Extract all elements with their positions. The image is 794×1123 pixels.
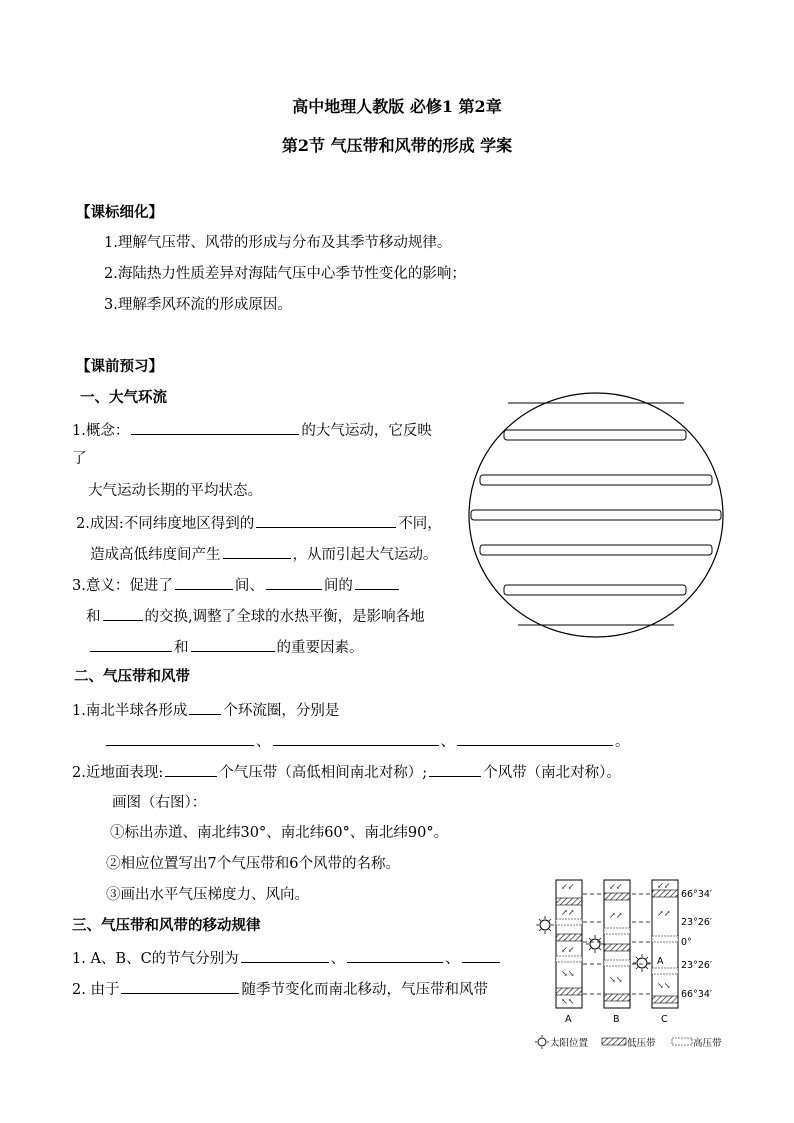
- p1-q3-blank-4[interactable]: [103, 605, 143, 621]
- p1-q3-text-1: 间、: [234, 578, 264, 594]
- p1-q1-text: 的大气运动，它反映: [301, 423, 432, 439]
- p2-q2-blank-2[interactable]: [429, 761, 481, 777]
- belt-box-5[interactable]: [504, 585, 686, 595]
- p1-q3-line3: [88, 636, 364, 658]
- p1-q2-line1: [76, 512, 442, 534]
- legend-sun-icon: [535, 1035, 549, 1049]
- p3-q2-line: [72, 978, 488, 1000]
- p3-q1-sep: 、: [330, 951, 346, 967]
- svg-text:↘↘: ↘↘: [657, 981, 671, 990]
- legend: [535, 1035, 722, 1049]
- column-label-a: A: [565, 1014, 572, 1025]
- p1-q3-text-2: 间的: [323, 578, 353, 594]
- p1-q3-blank-2[interactable]: [266, 574, 322, 590]
- p1-q1-label: 1.概念：: [72, 423, 130, 439]
- lat-label-66s: 66°34′: [681, 989, 713, 1000]
- part3-heading: 三、气压带和风带的移动规律: [72, 917, 261, 934]
- p3-q1-line: [72, 947, 502, 969]
- preview-heading: 【课前预习】: [76, 358, 163, 375]
- p2-q2-label: 2.近地面表现:: [72, 765, 164, 781]
- p2-q2-blank-1[interactable]: [165, 761, 217, 777]
- p1-q3-blank-3[interactable]: [355, 574, 399, 590]
- legend-low-label: 低压带: [627, 1038, 656, 1049]
- p1-q2-text-2: 造成高低纬度间产生: [90, 547, 221, 563]
- p1-q3-label: 3.意义：促进了: [72, 578, 173, 594]
- column-label-b: B: [613, 1014, 620, 1025]
- lat-label-equator: 0°: [681, 937, 692, 948]
- p2-q1-sep-1: 、: [256, 734, 271, 750]
- curriculum-item-3: 3.理解季风环流的形成原因。: [104, 297, 292, 313]
- belt-box-2[interactable]: [480, 475, 712, 485]
- sun-icon-b: [586, 935, 604, 953]
- p1-q3-text-3: 和: [86, 609, 101, 625]
- p2-q1-blank-cell-3[interactable]: [457, 730, 613, 746]
- draw-step-3: ③画出水平气压梯度力、风向。: [106, 887, 309, 903]
- p1-q1-line3: 大气运动长期的平均状态。: [88, 483, 262, 499]
- p1-q3-text-6: 的重要因素。: [276, 640, 364, 656]
- svg-text:↘↘: ↘↘: [609, 975, 623, 984]
- p3-q1-blank-1[interactable]: [241, 947, 329, 963]
- lat-label-23n: 23°26′: [681, 917, 713, 928]
- p1-q2-blank-1[interactable]: [256, 512, 396, 528]
- curriculum-item-1: 1.理解气压带、风带的形成与分布及其季节移动规律。: [104, 235, 452, 251]
- column-b: [604, 880, 630, 1008]
- p1-q3-text-4: 的交换,调整了全球的水热平衡，是影响各地: [144, 609, 425, 625]
- document-title: 高中地理人教版 必修1 第2章: [292, 97, 502, 116]
- part2-heading: 二、气压带和风带: [74, 668, 190, 685]
- p2-q1-blank-count[interactable]: [189, 699, 221, 715]
- part1-heading: 一、大气环流: [80, 389, 167, 406]
- p3-q2-label: 2. 由于: [72, 982, 120, 998]
- p1-q3-line2: [86, 605, 425, 627]
- p2-q1-sep-2: 、: [440, 734, 455, 750]
- p2-q1-blank-cell-1[interactable]: [106, 730, 254, 746]
- lat-label-23s: 23°26′: [681, 960, 713, 971]
- p1-q3-blank-1[interactable]: [175, 574, 233, 590]
- p2-q1-line2: [104, 730, 630, 752]
- p1-q2-text-1: 不同，: [398, 516, 442, 532]
- p1-q3-line1: [72, 574, 401, 596]
- p2-q1-label: 1.南北半球各形成: [72, 703, 188, 719]
- svg-text:↙↙: ↙↙: [657, 881, 671, 890]
- column-c: [652, 880, 678, 1008]
- curriculum-heading: 【课标细化】: [76, 204, 163, 221]
- svg-text:↘↘: ↘↘: [561, 969, 575, 978]
- column-label-c: C: [661, 1014, 668, 1025]
- legend-sun-label: 太阳位置: [550, 1038, 589, 1049]
- p2-q2-text-2: 个风带（南北对称）。: [483, 765, 621, 781]
- section-title: 第2节 气压带和风带的形成 学案: [281, 136, 513, 155]
- p3-q2-text: 随季节变化而南北移动，气压带和风带: [241, 982, 488, 998]
- p2-q1-line1: [72, 699, 339, 721]
- globe-circulation-diagram[interactable]: [468, 392, 724, 638]
- p3-q1-label: 1. A、B、C的节气分别为: [72, 951, 239, 967]
- p1-q2-text-3: ，从而引起大气运动。: [292, 547, 438, 563]
- p1-q3-blank-6[interactable]: [191, 636, 275, 652]
- svg-text:↙↙: ↙↙: [561, 882, 575, 891]
- p2-q1-end: 。: [615, 734, 630, 750]
- p2-q2-text-1: 个气压带（高低相间南北对称）;: [219, 765, 428, 781]
- svg-text:↙↙: ↙↙: [609, 882, 623, 891]
- p2-q1-text: 个环流圈，分别是: [223, 703, 340, 719]
- svg-text:↗↗: ↗↗: [609, 911, 623, 920]
- curriculum-item-2: 2.海陆热力性质差异对海陆气压中心季节性变化的影响；: [104, 266, 466, 282]
- svg-text:↖↖: ↖↖: [561, 997, 575, 1006]
- p1-q2-blank-2[interactable]: [223, 543, 291, 559]
- column-a: [556, 880, 582, 1008]
- sun-marker-label: A: [657, 956, 664, 967]
- p3-q1-end: 、: [445, 951, 460, 967]
- p3-q1-blank-3[interactable]: [462, 947, 500, 963]
- p1-q2-line2: [90, 543, 438, 565]
- legend-high-swatch: [672, 1038, 692, 1045]
- p1-q3-text-5: 和: [174, 640, 189, 656]
- sun-icon-a: [536, 916, 554, 934]
- draw-instruction: 画图（右图）：: [112, 795, 207, 811]
- p2-q1-blank-cell-2[interactable]: [273, 730, 439, 746]
- p1-q2-label: 2.成因:不同纬度地区得到的: [76, 516, 255, 532]
- p3-q1-blank-2[interactable]: [347, 947, 443, 963]
- svg-text:↙↙: ↙↙: [561, 945, 575, 954]
- sun-icon-c: [633, 954, 651, 972]
- lat-label-66n: 66°34′: [681, 889, 713, 900]
- legend-high-label: 高压带: [693, 1038, 722, 1049]
- belt-box-4[interactable]: [480, 545, 712, 555]
- svg-text:↗↗: ↗↗: [561, 908, 575, 917]
- belt-box-equator[interactable]: [471, 510, 721, 520]
- draw-step-1: ①标出赤道、南北纬30°、南北纬60°、南北纬90°。: [110, 825, 449, 841]
- p1-q1-line1: [72, 419, 432, 441]
- p1-q1-line2: 了: [72, 451, 87, 467]
- seasonal-shift-figure: [532, 876, 742, 1054]
- belt-box-1[interactable]: [504, 430, 686, 440]
- p3-q2-blank[interactable]: [121, 978, 239, 994]
- draw-step-2: ②相应位置写出7个气压带和6个风带的名称。: [106, 856, 400, 872]
- p1-q1-blank[interactable]: [131, 419, 299, 435]
- legend-low-swatch: [602, 1038, 626, 1045]
- p2-q2-line: [72, 761, 621, 783]
- p1-q3-blank-5[interactable]: [90, 636, 172, 652]
- svg-text:↗↗: ↗↗: [657, 909, 671, 918]
